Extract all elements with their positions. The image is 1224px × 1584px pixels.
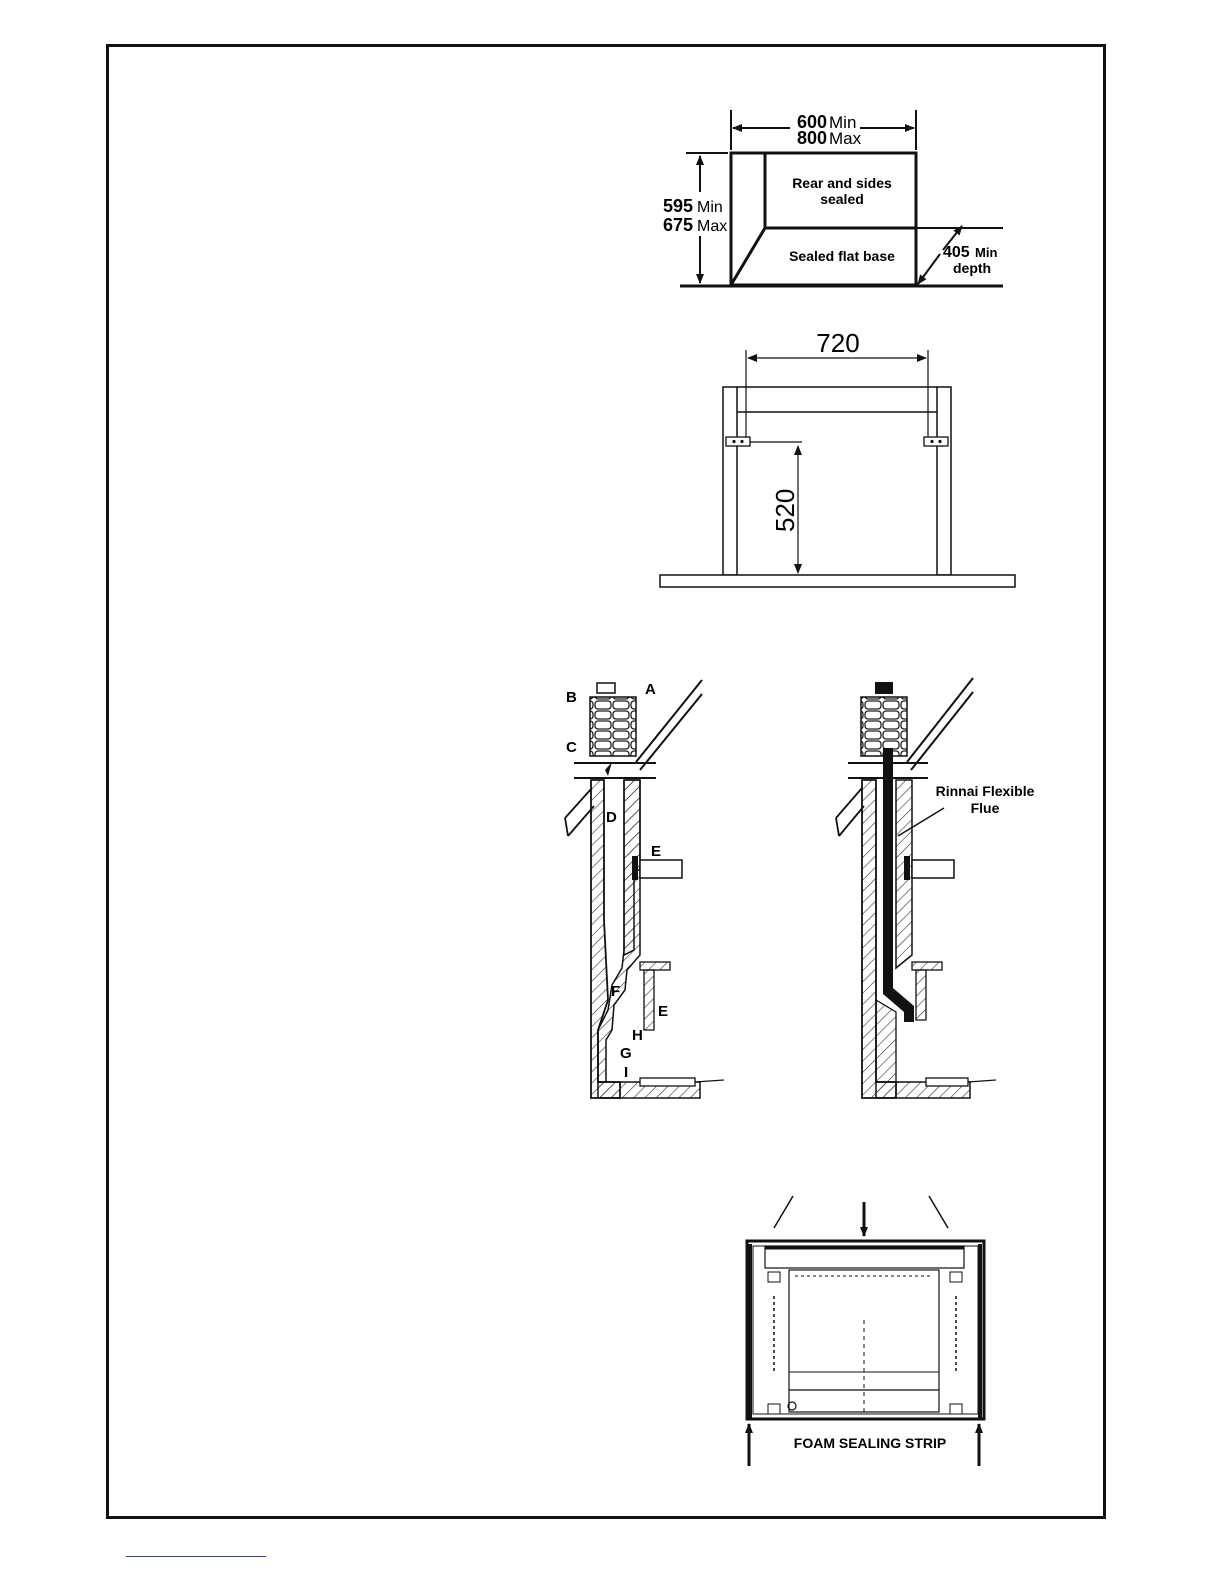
fig3a-label-d: D	[606, 809, 617, 826]
fig3a-label-c: C	[566, 739, 577, 756]
fig1-side-edge	[731, 228, 765, 285]
fig1-height-min-value: 595	[663, 196, 694, 216]
fig3b-flue-label-2: Flue	[970, 800, 1000, 816]
fig1-rear-label-1: Rear and sides	[792, 175, 892, 191]
fig2-floor	[660, 575, 1015, 587]
fig1-width-max-value: 800	[797, 128, 828, 148]
fig1-depth-unit: Min	[975, 245, 998, 260]
fig2-bracket-right	[924, 437, 948, 446]
footer-link-line	[126, 1556, 266, 1557]
fig3a-label-h: H	[632, 1027, 643, 1044]
fig3a-chimney-section	[565, 680, 724, 1098]
fig2-bracket-left	[726, 437, 750, 446]
fig2-width-value: 720	[816, 328, 860, 358]
fig4-strip-label: FOAM SEALING STRIP	[793, 1435, 947, 1451]
fig3a-label-i: I	[624, 1064, 629, 1081]
fig3a-label-e1: E	[651, 843, 662, 860]
fig1-width-min-value: 600	[797, 112, 828, 132]
fig1-width-min-unit: Min	[829, 113, 857, 132]
fig2-left-post	[723, 387, 737, 575]
fig1-depth-arrow-down	[918, 254, 940, 284]
fig3a-label-a: A	[645, 681, 656, 698]
fig1-height-min-unit: Min	[697, 199, 723, 216]
fig1-opening-dimensions	[663, 110, 1003, 286]
fig2-height-value: 520	[770, 488, 800, 532]
fig1-base-label: Sealed flat base	[789, 248, 895, 264]
fig3b-chimney-flue	[836, 678, 1035, 1098]
fig3a-vent-e	[640, 860, 682, 878]
fig4-foam-sealing-strip	[747, 1196, 984, 1466]
fig2-right-post	[937, 387, 951, 575]
fig3a-label-e2: E	[658, 1003, 669, 1020]
fig2-bracket-dimensions	[660, 328, 1015, 587]
fig1-height-max-unit: Max	[697, 218, 728, 235]
fig1-opening-outline	[731, 153, 916, 285]
fig3a-label-b: B	[566, 689, 577, 706]
fig1-depth-label: depth	[953, 260, 992, 276]
fig3b-flue-label-1: Rinnai Flexible	[935, 783, 1035, 799]
fig3a-label-f: F	[611, 983, 621, 1000]
fig3a-chimney-stack	[590, 697, 636, 756]
fig3b-chimney-stack	[861, 697, 907, 756]
fig3a-label-g: G	[620, 1045, 632, 1062]
fig1-width-max-unit: Max	[829, 129, 862, 148]
fig3a-shelf	[640, 962, 670, 970]
fig1-rear-label-2: sealed	[820, 191, 864, 207]
fig3b-flue-terminal	[875, 682, 893, 694]
fig1-depth-value: 405	[943, 244, 970, 261]
fig3a-chimney-pot	[597, 683, 615, 693]
fig1-height-max-value: 675	[663, 215, 694, 235]
